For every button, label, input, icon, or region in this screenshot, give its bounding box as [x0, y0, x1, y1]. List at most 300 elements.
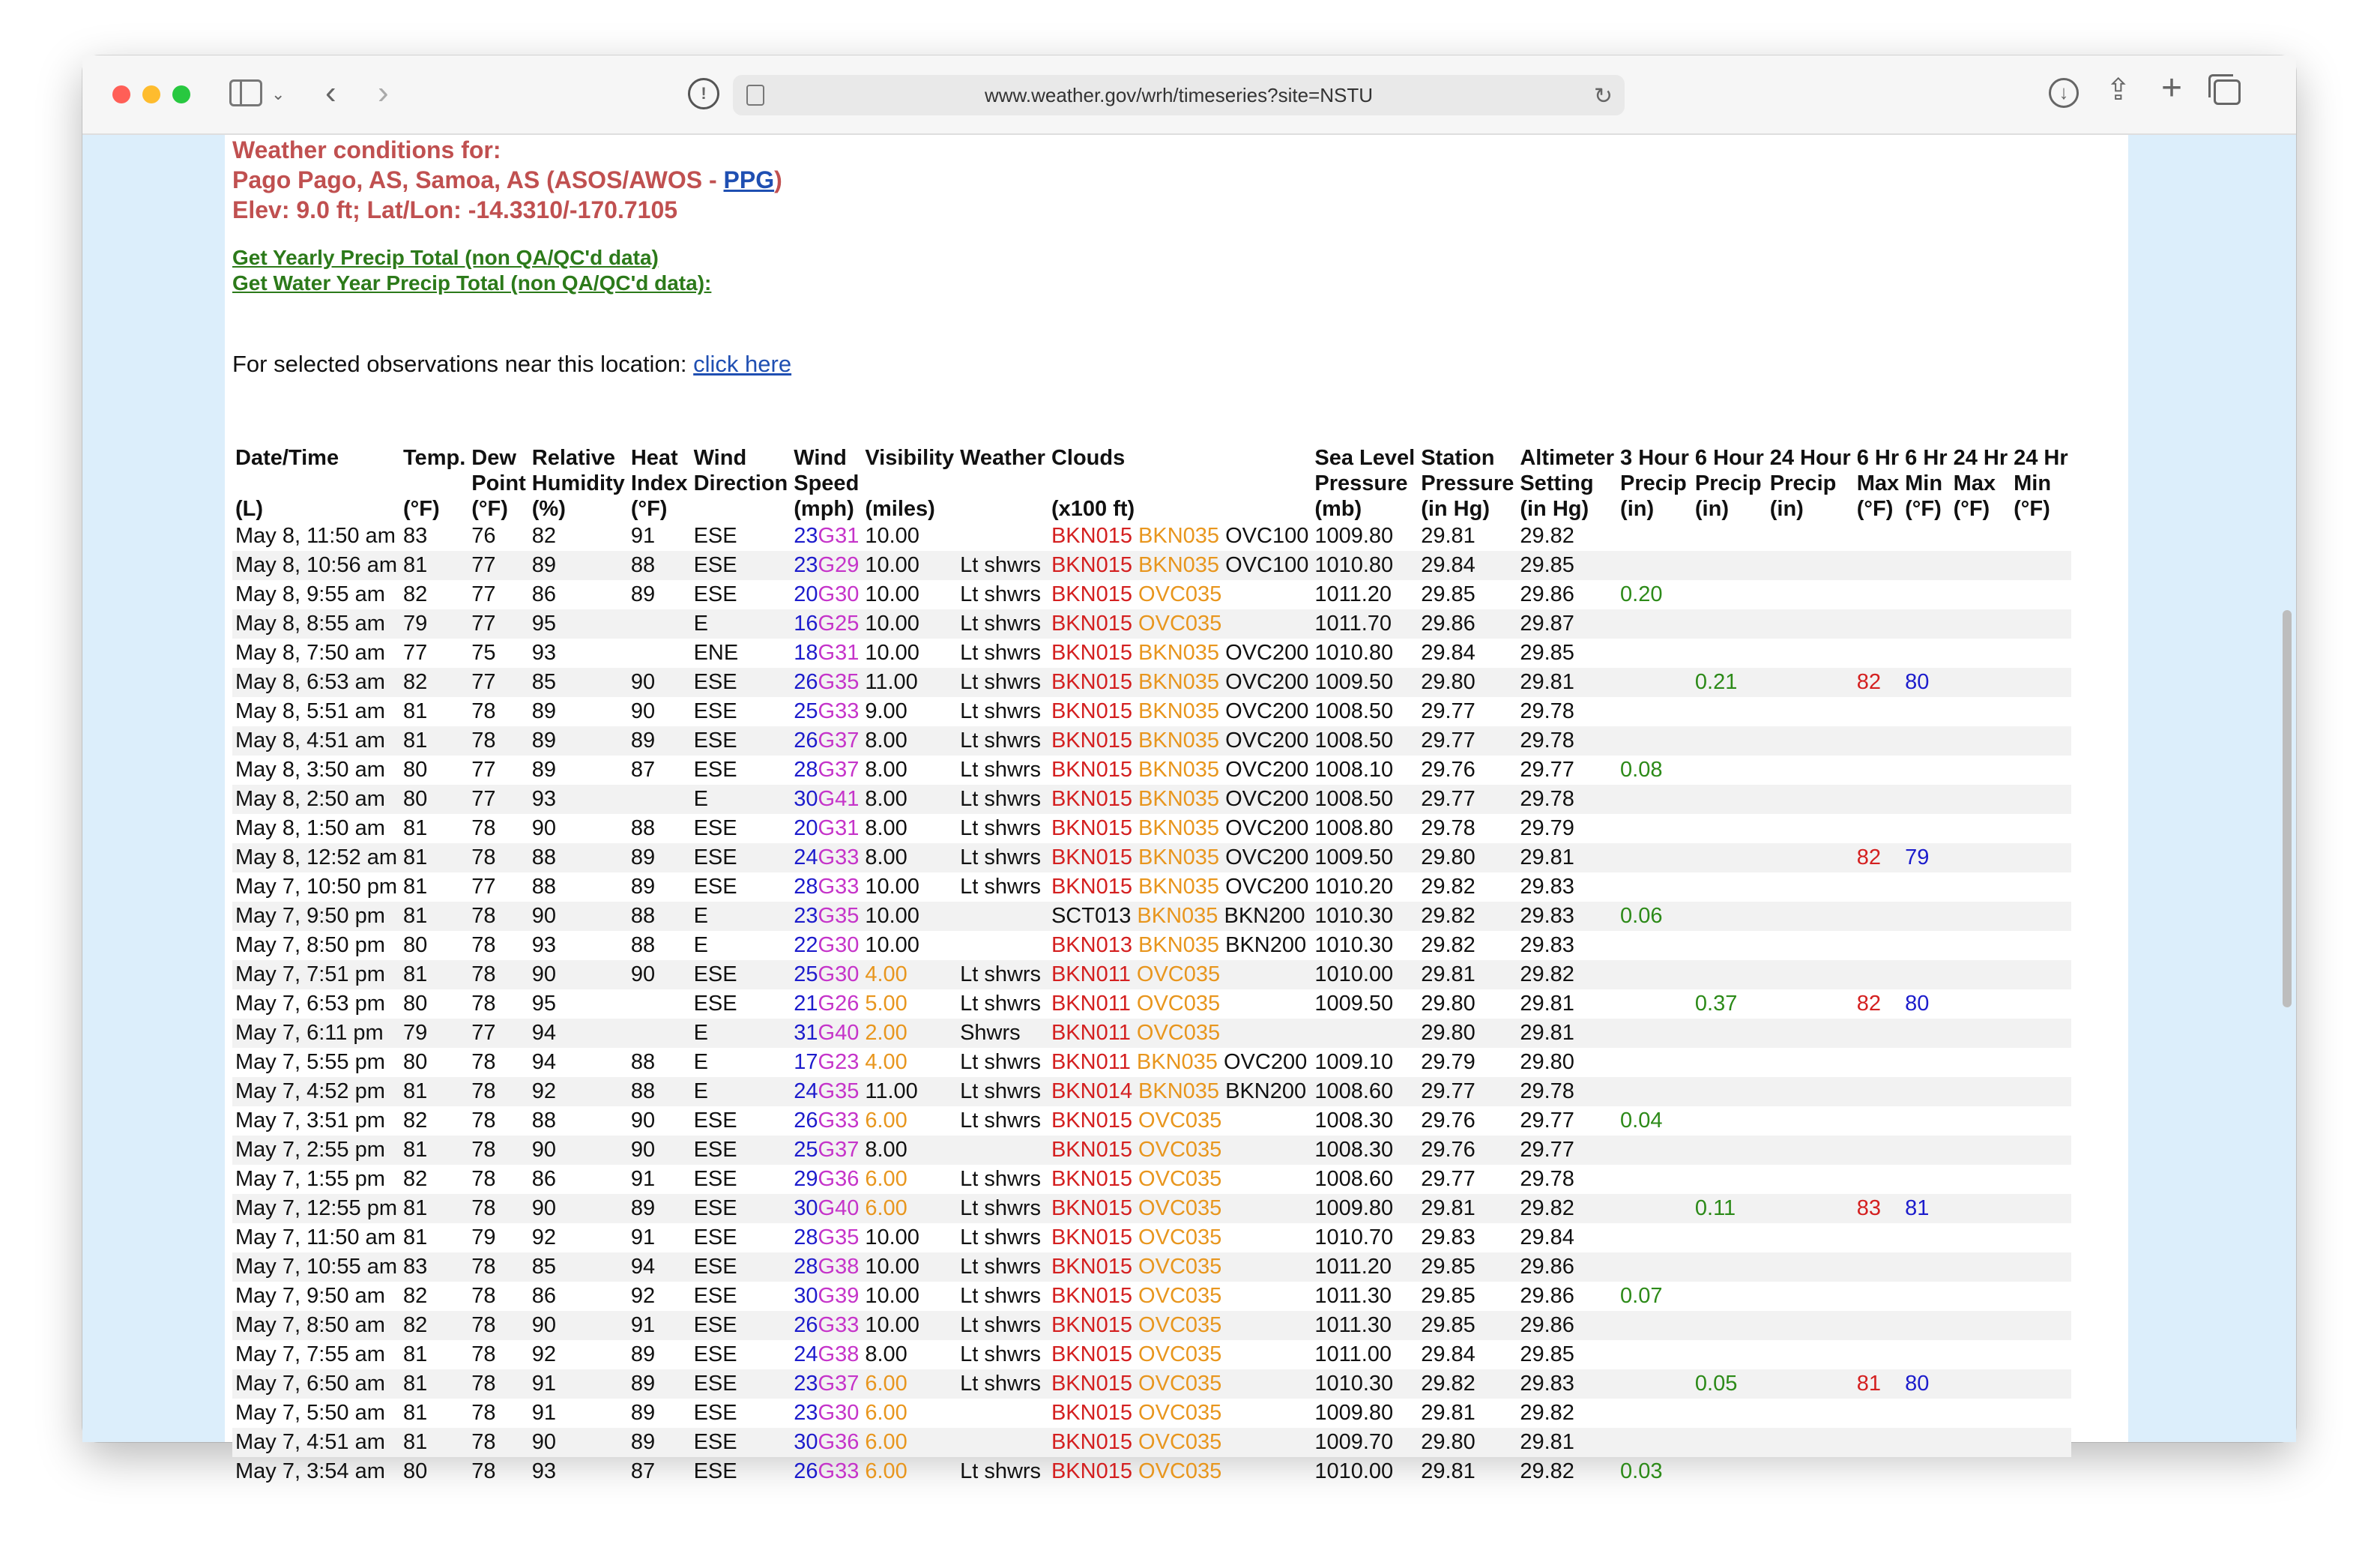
date-time-cell: May 7, 8:50 pm — [235, 933, 385, 957]
precip-3hr-cell — [1617, 814, 1692, 843]
column-header-line — [1051, 471, 1308, 496]
wind-direction-cell: ESE — [691, 1136, 791, 1165]
min-24hr-cell — [2011, 785, 2071, 814]
clouds-cell — [1048, 1428, 1311, 1457]
cloud-layer-3: BKN200 — [1225, 933, 1307, 957]
cloud-layer-2: BKN035 — [1136, 1050, 1218, 1074]
tab-overview-icon[interactable] — [2214, 79, 2241, 105]
cloud-layer-1: BKN015 — [1051, 875, 1132, 899]
table-row — [232, 639, 2071, 668]
column-header — [529, 445, 628, 522]
column-header-line: Precip — [1769, 471, 1837, 495]
cloud-layer-2: BKN035 — [1138, 553, 1220, 577]
heat-index-cell: 88 — [628, 551, 691, 580]
precip-24hr-cell — [1767, 785, 1854, 814]
wind-speed-cell — [791, 1311, 862, 1340]
dew-point-cell: 78 — [468, 1369, 529, 1399]
column-header-line: (°F) — [471, 497, 508, 521]
page-icon — [746, 85, 764, 106]
wind-speed-cell — [791, 931, 862, 960]
sea-level-pressure-cell: 1008.50 — [1311, 785, 1418, 814]
clouds-cell — [1048, 872, 1311, 902]
station-pressure-cell: 29.77 — [1418, 1077, 1517, 1106]
altimeter-cell: 29.81 — [1517, 668, 1617, 697]
precip-6hr-cell — [1692, 551, 1767, 580]
cloud-layer-2: BKN035 — [1138, 816, 1220, 840]
max-24hr-cell — [1951, 872, 2011, 902]
dew-point-cell: 78 — [471, 1401, 496, 1425]
min-6hr-cell — [1902, 785, 1950, 814]
dew-point-cell: 79 — [471, 1225, 496, 1249]
precip-24hr-cell — [1767, 726, 1854, 756]
min-24hr-cell — [2011, 902, 2071, 931]
wind-direction-cell: ESE — [693, 1109, 737, 1133]
station-pressure-cell: 29.84 — [1421, 641, 1476, 665]
ppg-link[interactable]: PPG — [723, 166, 775, 193]
heat-index-cell — [628, 989, 691, 1019]
precip-6hr-cell — [1692, 1019, 1767, 1048]
max-24hr-cell — [1951, 639, 2011, 668]
sea-level-pressure-cell: 1008.60 — [1311, 1077, 1418, 1106]
temp-cell: 79 — [400, 1019, 468, 1048]
wind-speed-cell — [791, 872, 862, 902]
temp-cell: 81 — [400, 960, 468, 989]
reload-icon[interactable]: ↻ — [1593, 84, 1613, 109]
column-header — [2011, 445, 2071, 522]
wind-gust-value: G35 — [818, 1079, 860, 1103]
humidity-cell: 89 — [531, 699, 557, 723]
wind-speed-value: 26 — [794, 729, 818, 753]
wind-gust-value: G31 — [818, 816, 860, 840]
sea-level-pressure-cell: 1009.50 — [1314, 992, 1394, 1016]
precip-24hr-cell — [1767, 1077, 1854, 1106]
date-time-cell: May 7, 7:51 pm — [232, 960, 400, 989]
sea-level-pressure-cell: 1011.20 — [1311, 1252, 1418, 1282]
altimeter-cell: 29.83 — [1520, 933, 1574, 957]
weather-cell: Lt shwrs — [960, 582, 1042, 606]
precip-6hr-cell — [1692, 814, 1767, 843]
date-time-cell: May 8, 9:55 am — [235, 582, 385, 606]
wind-speed-cell — [791, 1223, 862, 1252]
altimeter-cell: 29.85 — [1520, 641, 1574, 665]
dew-point-cell: 77 — [468, 1019, 529, 1048]
max-24hr-cell — [1951, 1428, 2011, 1457]
humidity-cell: 93 — [529, 785, 628, 814]
new-tab-icon[interactable]: + — [2161, 68, 2183, 108]
altimeter-cell: 29.86 — [1520, 582, 1574, 606]
cloud-layer-2: OVC035 — [1136, 962, 1221, 986]
heat-index-cell: 87 — [630, 758, 656, 782]
clouds-cell — [1048, 522, 1311, 551]
visibility-cell: 8.00 — [862, 726, 957, 756]
visibility-cell: 8.00 — [865, 758, 907, 782]
column-header-line — [865, 471, 954, 496]
date-time-cell: May 7, 10:55 am — [232, 1252, 400, 1282]
wind-speed-value: 24 — [794, 1342, 818, 1366]
station-pressure-cell: 29.77 — [1421, 1167, 1476, 1191]
weather-cell — [957, 1399, 1048, 1428]
altimeter-cell: 29.83 — [1520, 875, 1574, 899]
weather-cell: Lt shwrs — [960, 1342, 1042, 1366]
humidity-cell: 92 — [531, 1342, 557, 1366]
wind-gust-value: G30 — [818, 962, 860, 986]
max-6hr-cell — [1854, 1428, 1902, 1457]
precip-3hr-cell: 0.20 — [1620, 582, 1663, 606]
sea-level-pressure-cell: 1008.30 — [1311, 1136, 1418, 1165]
precip-6hr-cell — [1692, 1457, 1767, 1486]
max-6hr-cell — [1854, 1136, 1902, 1165]
heat-index-cell: 90 — [628, 668, 691, 697]
wind-speed-value: 20 — [794, 816, 818, 840]
date-time-cell: May 7, 12:55 pm — [232, 1194, 400, 1223]
forward-arrow-icon[interactable]: › — [378, 74, 389, 111]
click-here-link[interactable]: click here — [693, 351, 792, 377]
station-pressure-cell: 29.81 — [1421, 1459, 1476, 1483]
clouds-cell — [1048, 989, 1311, 1019]
altimeter-cell: 29.82 — [1517, 960, 1617, 989]
conditions-heading: Weather conditions for: — [232, 136, 501, 163]
humidity-cell: 90 — [529, 1194, 628, 1223]
address-bar[interactable] — [733, 75, 1625, 115]
heat-index-cell: 89 — [628, 1194, 691, 1223]
max-6hr-cell — [1854, 756, 1902, 785]
temp-cell: 82 — [403, 582, 428, 606]
table-row — [232, 1282, 2071, 1311]
column-header-line: Max — [1953, 471, 1996, 495]
column-header-line: (x100 ft) — [1051, 497, 1135, 521]
weather-cell — [957, 522, 1048, 551]
column-header-line: (miles) — [865, 497, 935, 521]
humidity-cell: 89 — [531, 758, 557, 782]
cloud-layer-2: BKN035 — [1138, 729, 1220, 753]
column-header-line: (in Hg) — [1421, 497, 1490, 521]
temp-cell: 81 — [400, 1428, 468, 1457]
precip-6hr-cell — [1692, 726, 1767, 756]
download-icon[interactable]: ↓ — [2049, 78, 2079, 108]
humidity-cell: 93 — [531, 1459, 557, 1483]
wind-gust-value: G37 — [818, 758, 860, 782]
wind-direction-cell: E — [691, 609, 791, 639]
date-time-cell: May 7, 9:50 am — [235, 1284, 385, 1308]
wind-direction-cell: ESE — [691, 960, 791, 989]
cloud-layer-2: OVC035 — [1138, 1255, 1222, 1279]
wind-speed-cell — [791, 843, 862, 872]
altimeter-cell: 29.81 — [1517, 843, 1617, 872]
station-pressure-cell: 29.77 — [1418, 785, 1517, 814]
precip-24hr-cell — [1767, 814, 1854, 843]
temp-cell: 81 — [403, 875, 428, 899]
sea-level-pressure-cell: 1011.20 — [1314, 582, 1392, 606]
max-6hr-cell — [1854, 522, 1902, 551]
table-row — [232, 756, 2071, 785]
temp-cell: 81 — [403, 816, 428, 840]
max-24hr-cell — [1951, 551, 2011, 580]
dew-point-cell: 78 — [471, 1284, 496, 1308]
temp-cell: 82 — [400, 1311, 468, 1340]
clouds-cell — [1048, 960, 1311, 989]
min-6hr-cell — [1902, 931, 1950, 960]
precip-3hr-cell — [1617, 1194, 1692, 1223]
dew-point-cell: 77 — [468, 551, 529, 580]
min-6hr-cell: 79 — [1902, 843, 1950, 872]
cloud-layer-1: BKN011 — [1051, 1050, 1131, 1074]
wind-gust-value: G33 — [818, 1459, 860, 1483]
table-row — [232, 814, 2071, 843]
max-24hr-cell — [1951, 1369, 2011, 1399]
min-6hr-cell — [1902, 1252, 1950, 1282]
temp-cell: 82 — [403, 1167, 428, 1191]
wind-speed-value: 26 — [794, 1459, 818, 1483]
humidity-cell: 90 — [529, 1428, 628, 1457]
weather-cell: Lt shwrs — [960, 1167, 1042, 1191]
temp-cell: 79 — [400, 609, 468, 639]
back-arrow-icon[interactable]: ‹ — [325, 74, 336, 111]
column-header-line: Date/Time — [235, 446, 339, 470]
cloud-layer-1: BKN015 — [1051, 1225, 1132, 1249]
wind-speed-cell — [791, 960, 862, 989]
sidebar-toggle-icon[interactable] — [229, 79, 262, 106]
min-6hr-cell: 80 — [1905, 992, 1930, 1016]
weather-cell: Lt shwrs — [957, 1252, 1048, 1282]
temp-cell: 80 — [403, 992, 428, 1016]
cloud-layer-1: BKN015 — [1051, 1109, 1132, 1133]
clouds-cell — [1048, 756, 1311, 785]
max-24hr-cell — [1951, 726, 2011, 756]
heat-index-cell: 91 — [628, 1311, 691, 1340]
min-6hr-cell — [1902, 1340, 1950, 1369]
wind-speed-cell — [791, 639, 862, 668]
max-24hr-cell — [1951, 843, 2011, 872]
cloud-layer-2: OVC035 — [1136, 992, 1221, 1016]
minimize-window-button[interactable] — [142, 85, 160, 103]
clouds-cell — [1048, 1136, 1311, 1165]
precip-3hr-cell — [1617, 931, 1692, 960]
precip-6hr-cell: 0.37 — [1694, 992, 1738, 1016]
weather-cell: Lt shwrs — [957, 843, 1048, 872]
altimeter-cell: 29.77 — [1520, 1109, 1574, 1133]
visibility-cell: 10.00 — [865, 875, 919, 899]
precip-6hr-cell — [1692, 1282, 1767, 1311]
station-pressure-cell: 29.80 — [1418, 1019, 1517, 1048]
wind-gust-value: G37 — [818, 1372, 860, 1396]
precip-24hr-cell — [1767, 756, 1854, 785]
chevron-down-icon[interactable]: ⌄ — [271, 85, 286, 103]
date-time-cell: May 7, 3:51 pm — [235, 1109, 385, 1133]
table-row — [232, 1194, 2071, 1223]
precip-24hr-cell — [1767, 1428, 1854, 1457]
table-row — [232, 931, 2071, 960]
wind-gust-value: G38 — [818, 1255, 860, 1279]
station-heading — [232, 165, 782, 195]
date-time-cell: May 8, 2:50 am — [232, 785, 400, 814]
humidity-cell: 86 — [531, 1167, 557, 1191]
cloud-layer-2: OVC035 — [1138, 1109, 1222, 1133]
min-24hr-cell — [2011, 756, 2071, 785]
sea-level-pressure-cell: 1008.30 — [1314, 1109, 1394, 1133]
column-header-line: (°F) — [1953, 497, 1990, 521]
max-6hr-cell — [1854, 1165, 1902, 1194]
cloud-layer-2: BKN035 — [1138, 699, 1220, 723]
wind-speed-value: 17 — [794, 1050, 818, 1074]
sea-level-pressure-cell: 1010.30 — [1311, 1369, 1418, 1399]
clouds-cell — [1048, 814, 1311, 843]
min-6hr-cell — [1902, 639, 1950, 668]
station-pressure-cell: 29.82 — [1418, 1369, 1517, 1399]
station-pressure-cell: 29.84 — [1418, 551, 1517, 580]
cloud-layer-1: BKN015 — [1051, 1313, 1132, 1337]
water-year-precip-link[interactable]: Get Water Year Precip Total (non QA/QC'd data): — [232, 271, 712, 295]
wind-gust-value: G31 — [818, 641, 860, 665]
dew-point-cell: 78 — [468, 1252, 529, 1282]
station-pressure-cell: 29.80 — [1421, 992, 1476, 1016]
wind-speed-value: 24 — [794, 845, 818, 869]
table-row — [232, 1077, 2071, 1106]
privacy-report-icon[interactable]: ! — [688, 78, 719, 109]
cloud-layer-3: OVC200 — [1225, 729, 1309, 753]
precip-24hr-cell — [1767, 1165, 1854, 1194]
humidity-cell: 90 — [529, 960, 628, 989]
weather-cell: Shwrs — [957, 1019, 1048, 1048]
cloud-layer-3: OVC200 — [1225, 816, 1309, 840]
date-time-cell: May 7, 8:50 am — [232, 1311, 400, 1340]
precip-6hr-cell — [1692, 580, 1767, 609]
humidity-cell: 93 — [531, 641, 557, 665]
visibility-cell: 10.00 — [865, 524, 919, 548]
table-header — [232, 445, 2071, 522]
min-24hr-cell — [2011, 609, 2071, 639]
visibility-cell: 10.00 — [865, 933, 919, 957]
altimeter-cell: 29.84 — [1520, 1225, 1574, 1249]
cloud-layer-3: OVC200 — [1225, 670, 1309, 694]
wind-speed-value: 30 — [794, 1196, 818, 1220]
sea-level-pressure-cell: 1010.30 — [1314, 933, 1394, 957]
sea-level-pressure-cell: 1009.80 — [1311, 1194, 1418, 1223]
wind-gust-value: G36 — [818, 1430, 860, 1454]
wind-direction-cell: ESE — [691, 1311, 791, 1340]
column-header-line — [694, 496, 788, 522]
clouds-cell — [1048, 1048, 1311, 1077]
precip-6hr-cell: 0.21 — [1692, 668, 1767, 697]
visibility-cell: 4.00 — [862, 960, 957, 989]
min-6hr-cell — [1902, 1165, 1950, 1194]
humidity-cell: 94 — [529, 1019, 628, 1048]
dew-point-cell: 78 — [468, 1077, 529, 1106]
table-row — [232, 1019, 2071, 1048]
precip-24hr-cell — [1767, 872, 1854, 902]
wind-speed-cell — [791, 814, 862, 843]
cloud-layer-3: OVC200 — [1223, 1050, 1308, 1074]
date-time-cell: May 7, 6:50 am — [232, 1369, 400, 1399]
min-24hr-cell — [2011, 1223, 2071, 1252]
max-24hr-cell — [1951, 580, 2011, 609]
column-header — [957, 445, 1048, 522]
date-time-cell: May 8, 8:55 am — [232, 609, 400, 639]
weather-cell: Lt shwrs — [957, 1311, 1048, 1340]
clouds-cell — [1048, 580, 1311, 609]
column-header-line: (°F) — [630, 497, 668, 521]
temp-cell: 83 — [400, 1252, 468, 1282]
temp-cell: 82 — [403, 1284, 428, 1308]
precip-6hr-cell — [1692, 522, 1767, 551]
close-window-button[interactable] — [112, 85, 130, 103]
precip-3hr-cell: 0.06 — [1617, 902, 1692, 931]
precip-3hr-cell — [1617, 989, 1692, 1019]
max-6hr-cell — [1854, 1252, 1902, 1282]
cloud-layer-3: OVC100 — [1225, 524, 1309, 548]
column-header — [1854, 445, 1902, 522]
date-time-cell: May 7, 5:55 pm — [235, 1050, 385, 1074]
wind-speed-cell — [791, 756, 862, 785]
altimeter-cell: 29.78 — [1517, 726, 1617, 756]
precip-24hr-cell — [1767, 697, 1854, 726]
wind-speed-value: 25 — [794, 699, 818, 723]
wind-gust-value: G38 — [818, 1342, 860, 1366]
precip-24hr-cell — [1767, 609, 1854, 639]
column-header-line: (°F) — [403, 497, 440, 521]
precip-24hr-cell — [1767, 1136, 1854, 1165]
min-24hr-cell — [2011, 1048, 2071, 1077]
date-time-cell: May 8, 4:51 am — [232, 726, 400, 756]
altimeter-cell: 29.81 — [1520, 992, 1574, 1016]
precip-24hr-cell — [1767, 1282, 1854, 1311]
sea-level-pressure-cell: 1011.70 — [1311, 609, 1418, 639]
weather-cell: Lt shwrs — [960, 1459, 1042, 1483]
humidity-cell: 91 — [529, 1369, 628, 1399]
date-time-cell: May 7, 6:11 pm — [232, 1019, 400, 1048]
clouds-cell — [1048, 697, 1311, 726]
altimeter-cell: 29.82 — [1520, 524, 1574, 548]
wind-gust-value: G37 — [818, 1138, 860, 1162]
wind-direction-cell: ESE — [693, 875, 737, 899]
max-6hr-cell — [1854, 551, 1902, 580]
altimeter-cell: 29.80 — [1520, 1050, 1574, 1074]
heat-index-cell — [628, 609, 691, 639]
max-6hr-cell — [1854, 1019, 1902, 1048]
date-time-cell: May 7, 7:55 am — [235, 1342, 385, 1366]
wind-speed-cell — [791, 1136, 862, 1165]
wind-speed-value: 31 — [794, 1021, 818, 1045]
station-name: Pago Pago, AS, Samoa, AS (ASOS/AWOS - — [232, 166, 724, 193]
wind-direction-cell: ESE — [693, 1225, 737, 1249]
wind-gust-value: G33 — [818, 845, 860, 869]
visibility-cell: 6.00 — [865, 1401, 907, 1425]
wind-direction-cell: ESE — [691, 1194, 791, 1223]
max-6hr-cell — [1854, 872, 1902, 902]
altimeter-cell: 29.86 — [1517, 1252, 1617, 1282]
vertical-scrollbar[interactable] — [2283, 610, 2292, 1007]
wind-speed-value: 24 — [794, 1079, 818, 1103]
table-row — [232, 1311, 2071, 1340]
humidity-cell: 88 — [531, 875, 557, 899]
humidity-cell: 90 — [529, 902, 628, 931]
yearly-precip-link[interactable]: Get Yearly Precip Total (non QA/QC'd data) — [232, 246, 659, 269]
max-24hr-cell — [1951, 989, 2011, 1019]
zoom-window-button[interactable] — [172, 85, 190, 103]
heat-index-cell: 89 — [628, 726, 691, 756]
min-24hr-cell — [2011, 1340, 2071, 1369]
temp-cell: 82 — [403, 1109, 428, 1133]
max-6hr-cell — [1854, 1106, 1902, 1136]
precip-6hr-cell — [1692, 960, 1767, 989]
column-header-line: 6 Hour — [1694, 446, 1764, 470]
visibility-cell: 10.00 — [865, 1225, 919, 1249]
wind-gust-value: G33 — [818, 875, 860, 899]
min-6hr-cell — [1902, 1282, 1950, 1311]
station-pressure-cell: 29.77 — [1418, 726, 1517, 756]
share-icon[interactable]: ⇪ — [2106, 73, 2131, 106]
sea-level-pressure-cell: 1008.80 — [1314, 816, 1394, 840]
wind-speed-value: 28 — [794, 875, 818, 899]
